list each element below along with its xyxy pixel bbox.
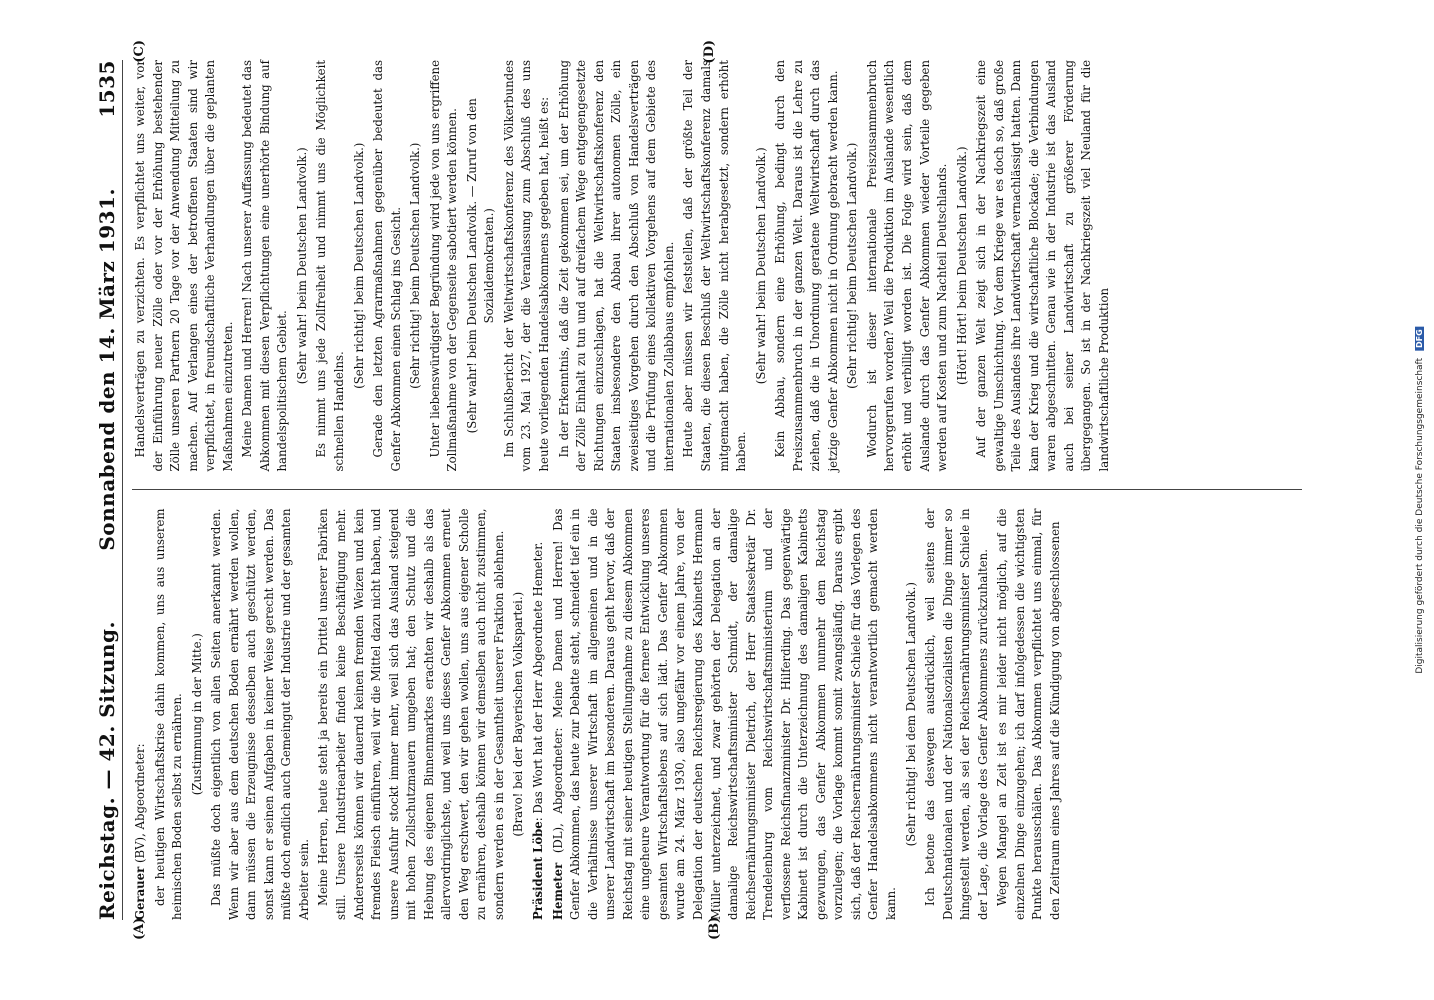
digitization-credit: [1415, 326, 1425, 673]
speaker-text: : Das Wort hat der Herr Abgeordnete Hemeter.: [531, 541, 546, 822]
interjection: (Sehr wahr! beim Deutschen Landvolk. — Zuruf von den Sozialdemokraten.): [464, 98, 497, 434]
paragraph: Wegen Mangel an Zeit ist es mir leider nicht möglich, auf die einzelnen Dinge einzugehen; ich darf infolgedessen die wichtigsten Punkte herausschälen. Das Abkommen verpflichtet uns einmal, für den Zeitraum eines Jahres auf die Kündigung von abgeschlossenen: [995, 508, 1062, 920]
paragraph: Meine Herren, heute steht ja bereits ein Drittel unserer Fabriken still. Unsere Industriearbeiter finden keine Beschäftigung mehr. Andererseits können wir dauernd keinen fremden Weizen und kein fremdes Fleisch einführen, weil wir die Mittel dazu nicht haben, und unsere Ausfuhr stockt immer mehr, weil sich das Ausland steigend mit hohen Zollschutzmauern umgeben hat; den Schutz und die Hebung des eigenen Binnenmarktes erachten wir deshalb als das allervordringlichste, und weil uns dieses Genfer Abkommen erneut den Weg erschwert, den wir gehen wollen, uns aus eigener Scholle zu ernähren, deshalb können wir demselben auch nicht zustimmen, sondern werden es in der Gesamtheit unserer Fraktion ablehnen.: [316, 508, 506, 920]
interjection: (Sehr richtig! beim Deutschen Landvolk.): [845, 142, 860, 389]
margin-marker-c: (C): [132, 40, 147, 63]
left-column: [132, 509, 1302, 921]
rotated-page: [92, 20, 1342, 980]
speaker-paragraph: [550, 509, 901, 921]
paragraph: Ich betone das deswegen ausdrücklich, weil seitens der Deutschnationalen und der Nationalsozialisten die Dinge immer so hingestellt werden, als sei der Reichsernährungsminister Schiele in der Lage, die Vorlage des Genfer Abkommens zurückzuhalten.: [923, 508, 990, 920]
interjection: (Sehr richtig! bei dem Deutschen Landvolk.): [903, 582, 918, 847]
right-column: [132, 60, 1302, 472]
speaker-text: (BV), Abgeordneter:: [133, 743, 147, 867]
header-date: Sonnabend den 14. März 1931.: [95, 188, 119, 551]
page-number: 1535: [95, 60, 119, 118]
paragraph: Heute aber müssen wir feststellen, daß der größte Teil der Staaten, die diesen Beschluß der Weltwirtschaftskonferenz damals mitgemacht haben, die Zölle nicht herabgesetzt, sondern erhöht haben.: [681, 60, 749, 472]
margin-marker-b: (B): [707, 916, 722, 940]
speaker-name: Gerauer: [133, 866, 147, 920]
paragraph: Meine Damen und Herren! Nach unserer Auffassung bedeutet das Abkommen mit diesen Verpflichtungen eine unerhörte Bindung auf handelspolitischem Gebiet.: [240, 60, 290, 472]
page-header: [92, 60, 123, 920]
text-columns: [132, 60, 1302, 920]
interjection: (Zustimmung in der Mitte.): [189, 633, 204, 796]
header-left: Reichstag. — 42. Sitzung.: [95, 621, 119, 920]
paragraph: Es nimmt uns jede Zollfreiheit und nimmt uns die Möglichkeit schnellen Handelns.: [314, 60, 347, 472]
paragraph: Im Schlußbericht der Weltwirtschaftskonferenz des Völkerbundes vom 23. Mai 1927, der die Veranlassung zum Abschluß des uns heute vorliegenden Handelsabkommens gegeben hat, heißt es:: [501, 60, 552, 472]
interjection: (Sehr wahr! beim Deutschen Landvolk.): [753, 147, 768, 385]
paragraph: Das müßte doch eigentlich von allen Seiten anerkannt werden. Wenn wir aber aus dem deutschen Boden ernährt werden wollen, dann müssen die Erzeugnisse desselben auch geschützt werden, sonst kann er seinen Aufgaben in keiner Weise gerecht werden. Das müßte doch endlich auch Gemeingut der Industrie und der gesamten Arbeiter sein.: [209, 508, 311, 920]
interjection: (Sehr richtig! beim Deutschen Landvolk.): [408, 142, 423, 389]
speaker-paragraph: [132, 509, 150, 921]
paragraph: Kein Abbau, sondern eine Erhöhung, bedingt durch den Preiszusammenbruch in der ganzen Welt. Daraus ist die Lehre zu ziehen, daß die in Unordnung geratene Weltwirtschaft durch das jetzige Genfer Abkommen nicht in Ordnung gebracht werden kann.: [773, 60, 840, 472]
speaker-name: Hemeter: [550, 862, 565, 920]
paragraph: der heutigen Wirtschaftskrise dahin kommen, uns aus unserem heimischen Boden selbst zu ernähren.: [152, 508, 185, 920]
interjection: (Sehr richtig! beim Deutschen Landvolk.): [351, 142, 366, 389]
paragraph: Handelsverträgen zu verzichten. Es verpflichtet uns weiter, vor der Einführung neuer Zölle oder vor der Erhöhung bestehender Zölle unseren Partnern 20 Tage vor der Anwendung Mitteilung zu machen. Auf Verlangen eines der betroffenen Staaten sind wir verpflichtet, in freundschaftliche Verhandlungen über die geplanten Maßnahmen einzutreten.: [133, 60, 235, 472]
paragraph: Unter liebenswürdigster Begründung wird jede von uns ergriffene Zollmaßnahme von der Gegenseite sabotiert werden können.: [427, 60, 460, 472]
credit-text: Digitalisierung gefördert durch die Deutsche Forschungsgemeinschaft: [1415, 357, 1425, 674]
paragraph: In der Erkenntnis, daß die Zeit gekommen sei, um der Erhöhung der Zölle Einhalt zu tun und auf dreifachem Wege entgegengesetzte Richtungen einzuschlagen, hat die Weltwirtschaftskonferenz den Staaten insbesondere den Abbau ihrer autonomen Zölle, ein zweiseitiges Vorgehen durch den Abschluß von Handelsverträgen und die Prüfung eines kollektiven Vorgehens auf dem Gebiete des internationalen Zollabbaus empfohlen.: [556, 60, 676, 472]
interjection: (Bravo! bei der Bayerischen Volkspartei.): [511, 591, 526, 837]
speaker-text: (DL), Abgeordneter: Meine Damen und Herren! Das Genfer Abkommen, das heute zur Debatte steht, schneidet tief ein in die Verhältnisse unserer Wirtschaft im allgemeinen und in die unserer Landwirtschaft im besonderen. Daraus geht hervor, daß der Reichstag mit seiner heutigen Stellungnahme zu diesem Abkommen eine ungeheure Verantwortung für die fernere Entwicklung unseres gesamten Wirtschaftslebens auf sich lädt. Das Genfer Abkommen wurde am 24. März 1930, also ungefähr vor einem Jahre, von der Delegation der deutschen Reichsregierung des Kabinetts Hermann Müller unterzeichnet, und zwar gehörten der Delegation an der damalige Reichswirtschaftsminister Schmidt, der damalige Reichsernährungsminister Dietrich, der Herr Staatssekretär Dr. Trendelenburg vom Reichswirtschaftsministerium und der verflossene Reichsfinanzminister Dr. Hilferding. Das gegenwärtige Kabinett ist durch die Unterzeichnung des damaligen Kabinetts gezwungen, das Genfer Abkommen nunmehr dem Reichstag vorzulegen; die Vorlage kommt somit zwangsläufig. Daraus ergibt sich, daß der Reichsernährungsminister Schiele für das Vorlegen des Genfer Handelsabkommens nicht verantwortlich gemacht werden kann.: [550, 508, 898, 920]
paragraph: Wodurch ist dieser internationale Preiszusammenbruch hervorgerufen worden? Weil die Produktion im Auslande wesentlich erhöht und verbilligt worden ist. Die Folge wird sein, daß dem Auslande durch das Genfer Abkommen wieder Vorteile gegeben werden auf Kosten und zum Nachteil Deutschlands.: [864, 60, 950, 472]
paragraph: Gerade den letzten Agrarmaßnahmen gegenüber bedeutet das Genfer Abkommen einen Schlag ins Gesicht.: [371, 60, 403, 472]
speaker-name: Präsident Löbe: [531, 821, 546, 920]
margin-marker-a: (A): [132, 917, 147, 940]
paragraph: Auf der ganzen Welt zeigt sich in der Nachkriegszeit eine gewaltige Umschichtung. Vor dem Kriege war es doch so, daß große Teile des Auslandes ihre Landwirtschaft vernachlässigt hatten. Dann kam der Krieg und die wirtschaftliche Blockade; die Verbindungen waren abgeschnitten. Genau wie in der Industrie ist das Ausland auch bei seiner Landwirtschaft zu größerer Förderung übergegangen. So ist in der Nachkriegszeit viel Neuland für die landwirtschaftliche Produktion: [974, 60, 1111, 472]
column-divider: [132, 490, 1302, 491]
speaker-paragraph: [530, 509, 548, 921]
margin-marker-d: (D): [702, 40, 717, 64]
interjection: (Sehr wahr! beim Deutschen Landvolk.): [294, 147, 309, 385]
interjection: (Hört! Hört! beim Deutschen Landvolk.): [954, 146, 969, 386]
dfg-logo: DFG: [1415, 326, 1424, 351]
